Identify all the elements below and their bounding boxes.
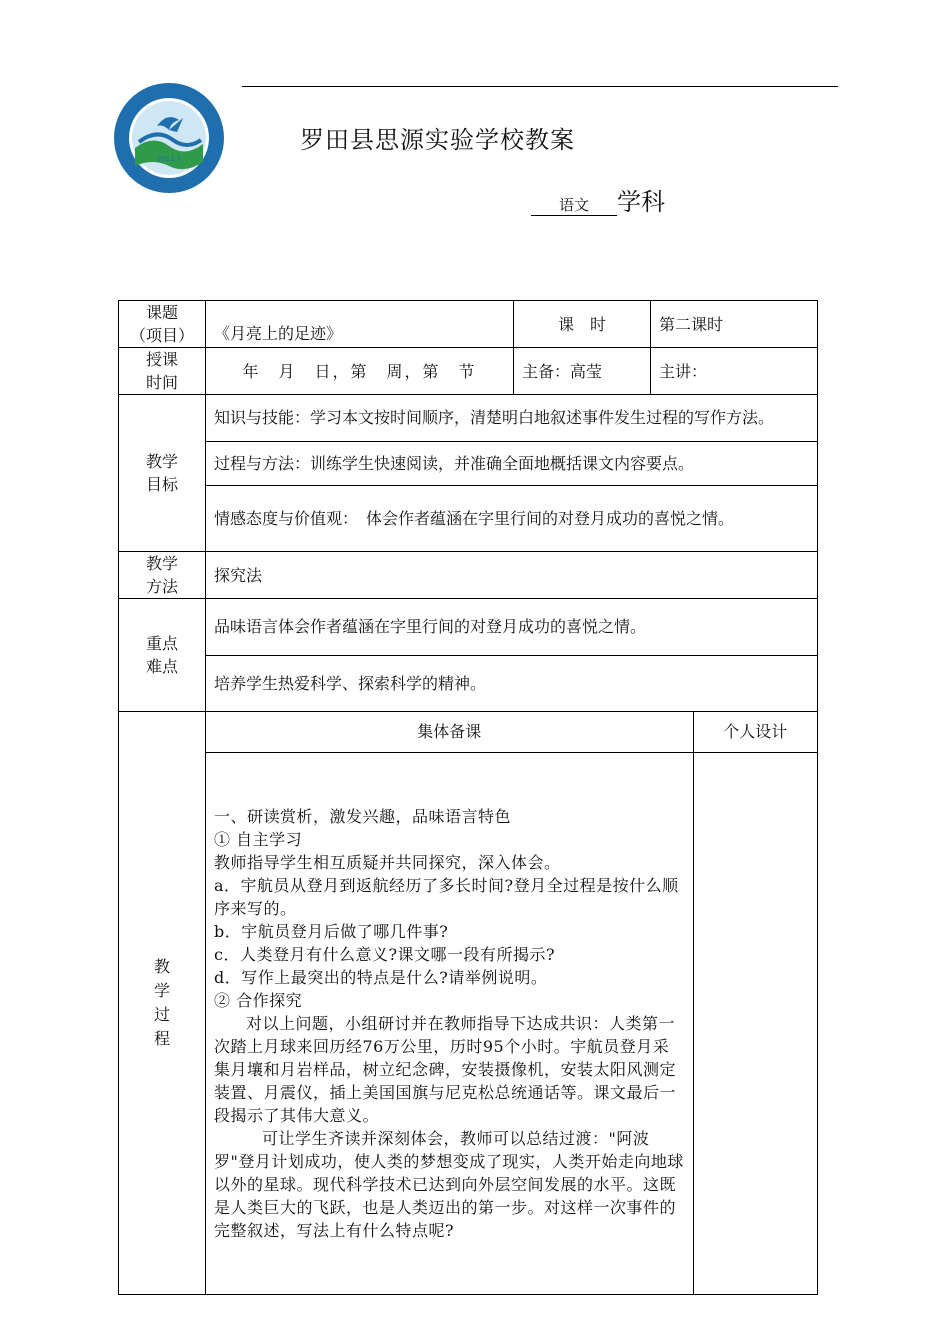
speaker: 主讲： (651, 348, 818, 395)
process-line-2: ① 自主学习 (214, 829, 303, 849)
row-time (119, 348, 818, 395)
process-line-5: b．宇航员登月后做了哪几件事? (214, 921, 449, 941)
process-line-7: d．写作上最突出的特点是什么?请举例说明。 (214, 967, 548, 987)
process-line-3: 教师指导学生相互质疑并共同探究，深入体会。 (214, 852, 561, 872)
time-label: 授课 时间 (119, 348, 206, 395)
subject-suffix: 学科 (617, 188, 665, 216)
header-rule (242, 86, 838, 87)
col-personal-header: 个人设计 (693, 712, 817, 752)
process-label: 教 学 过 程 (119, 712, 206, 1295)
goal-process: 过程与方法：训练学生快速阅读，并准确全面地概括课文内容要点。 (206, 441, 817, 485)
col-group-header: 集体备课 (206, 712, 693, 752)
process-line-10: 可让学生齐读并深刻体会，教师可以总结过渡："阿波罗"登月计划成功，使人类的梦想变成了现实，人类开始走向地球以外的星球。现代科学技术已达到向外层空间发展的水平。这既是人类巨大的飞跃，也是人类迈出的第一步。对这样一次事件的完整叙述，写法上有什么特点呢? (214, 1128, 684, 1240)
key-point-1: 品味语言体会作者蕴涵在字里行间的对登月成功的喜悦之情。 (206, 599, 817, 655)
process-cell (206, 712, 818, 1295)
method-value: 探究法 (206, 552, 818, 599)
group-prep-content (206, 752, 693, 1294)
goal-emotion: 情感态度与价值观： 体会作者蕴涵在字里行间的对登月成功的喜悦之情。 (214, 508, 735, 528)
topic-label: 课题 （项目） (119, 301, 206, 348)
method-label: 教学 方法 (119, 552, 206, 599)
subject-line (531, 182, 665, 217)
row-goals (119, 395, 818, 552)
goals-cell (206, 395, 818, 552)
logo-year: 2011.7 (156, 155, 182, 163)
preparer: 主备：高莹 (514, 348, 651, 395)
process-line-8: ② 合作探究 (214, 990, 303, 1010)
process-line-1: 一、研读赏析，激发兴趣，品味语言特色 (214, 806, 512, 826)
row-key-points (119, 599, 818, 712)
school-title: 罗田县思源实验学校教案 (300, 126, 575, 154)
row-topic (119, 301, 818, 348)
process-line-9: 对以上问题，小组研讨并在教师指导下达成共识：人类第一次踏上月球来回历经76万公里，历时95个小时。宇航员登月采集月壤和月岩样品，树立纪念碑，安装摄像机，安装太阳风测定装置、月震仪，插上美国国旗与尼克松总统通话等。课文最后一段揭示了其伟大意义。 (214, 1013, 677, 1125)
period-value: 第二课时 (651, 301, 818, 348)
personal-design-content (693, 752, 817, 1294)
topic-value: 《月亮上的足迹》 (206, 301, 514, 348)
process-line-4: a．宇航员从登月到返航经历了多长时间?登月全过程是按什么顺序来写的。 (214, 875, 679, 918)
goal-knowledge: 知识与技能：学习本文按时间顺序，清楚明白地叙述事件发生过程的写作方法。 (206, 395, 817, 441)
time-value: 年 月 日，第 周，第 节 (206, 348, 514, 395)
lesson-plan-table (118, 300, 818, 1295)
row-process (119, 712, 818, 1295)
school-logo (113, 82, 225, 194)
key-point-2: 培养学生热爱科学、探索科学的精神。 (214, 673, 487, 693)
process-line-6: c．人类登月有什么意义?课文哪一段有所揭示? (214, 944, 556, 964)
subject-value: 语文 (531, 194, 617, 216)
period-label: 课 时 (514, 301, 651, 348)
key-label: 重点 难点 (119, 599, 206, 712)
key-cell (206, 599, 818, 712)
row-method (119, 552, 818, 599)
goals-label: 教学 目标 (119, 395, 206, 552)
